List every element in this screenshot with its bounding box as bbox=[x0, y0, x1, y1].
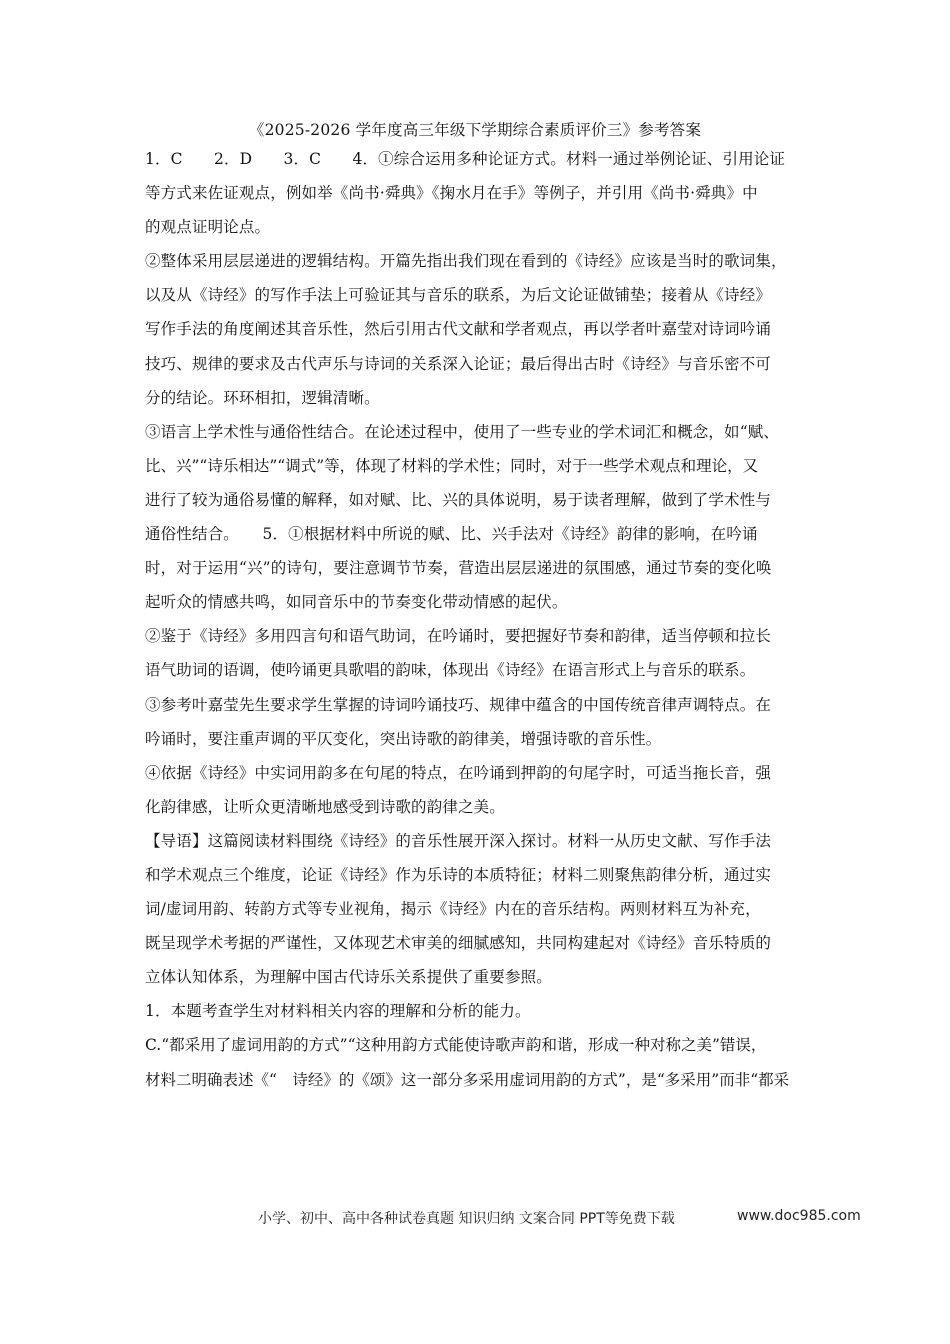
text-line: 1．本题考查学生对材料相关内容的理解和分析的能力。 bbox=[145, 1002, 531, 1021]
text-line: 进行了较为通俗易懂的解释，如对赋、比、兴的具体说明，易于读者理解，做到了学术性与 bbox=[145, 490, 772, 509]
text-line: 等方式来佐证观点，例如举《尚书·舜典》《掬水月在手》等例子，并引用《尚书·舜典》中 bbox=[145, 184, 758, 203]
text-line: 比、兴”“诗乐相达”“调式”等，体现了材料的学术性；同时，对于一些学术观点和理论，又 bbox=[145, 456, 759, 475]
text-line: 化韵律感，让听众更清晰地感受到诗歌的韵律之美。 bbox=[145, 797, 505, 816]
text-line: 词/虚词用韵、转韵方式等专业视角，揭示《诗经》内在的音乐结构。两则材料互为补充， bbox=[145, 900, 761, 919]
page-title: 《2025-2026 学年度高三年级下学期综合素质评价三》参考答案 bbox=[248, 121, 702, 139]
text-line: 写作手法的角度阐述其音乐性，然后引用古代文献和学者观点，再以学者叶嘉莹对诗词吟诵 bbox=[145, 320, 772, 339]
text-line: ③参考叶嘉莹先生要求学生掌握的诗词吟诵技巧、规律中蕴含的中国传统音律声调特点。在 bbox=[145, 695, 772, 714]
document-body bbox=[145, 148, 885, 1103]
text-line: ③语言上学术性与通俗性结合。在论述过程中，使用了一些专业的学术词汇和概念，如“赋、 bbox=[145, 422, 780, 441]
text-line: 以及从《诗经》的写作手法上可验证其与音乐的联系，为后文论证做铺垫；接着从《诗经》 bbox=[145, 286, 772, 305]
text-line: 吟诵时，要注重声调的平仄变化，突出诗歌的韵律美，增强诗歌的音乐性。 bbox=[145, 729, 662, 748]
text-line: 通俗性结合。 5．①根据材料中所说的赋、比、兴手法对《诗经》韵律的影响，在吟诵 bbox=[145, 525, 758, 544]
text-line: ②整体采用层层递进的逻辑结构。开篇先指出我们现在看到的《诗经》应该是当时的歌词集， bbox=[145, 252, 787, 271]
text-line: 的观点证明论点。 bbox=[145, 218, 271, 237]
text-line: 材料二明确表述《“ 诗经》的《颂》这一部分多采用虚词用韵的方式”，是“多采用”而非“都采 bbox=[145, 1070, 790, 1089]
text-line: ②鉴于《诗经》多用四言句和语气助词，在吟诵时，要把握好节奏和韵律，适当停顿和拉长 bbox=[145, 627, 772, 646]
text-line: ④依据《诗经》中实词用韵多在句尾的特点，在吟诵到押韵的句尾字时，可适当拖长音，强 bbox=[145, 763, 772, 782]
text-line: 技巧、规律的要求及古代声乐与诗词的关系深入论证；最后得出古时《诗经》与音乐密不可 bbox=[145, 354, 772, 373]
text-line: 分的结论。环环相扣，逻辑清晰。 bbox=[145, 388, 380, 407]
text-line: 时，对于运用“兴”的诗句，要注意调节节奏，营造出层层递进的氛围感，通过节奏的变化唤 bbox=[145, 559, 772, 578]
text-line: C.“都采用了虚词用韵的方式”“这种用韵方式能使诗歌声韵和谐，形成一种对称之美”错误， bbox=[145, 1036, 767, 1055]
text-line: 和学术观点三个维度，论证《诗经》作为乐诗的本质特征；材料二则聚焦韵律分析，通过实 bbox=[145, 865, 772, 884]
text-line: 1．C 2．D 3．C 4．①综合运用多种论证方式。材料一通过举例论证、引用论证 bbox=[145, 150, 786, 168]
text-line: 语气助词的语调，使吟诵更具歌唱的韵味，体现出《诗经》在语言形式上与音乐的联系。 bbox=[145, 661, 756, 680]
footer-text: 小学、初中、高中各种试卷真题 知识归纳 文案合同 PPT等免费下载 bbox=[258, 1211, 675, 1227]
text-line: 既呈现学术考据的严谨性，又体现艺术审美的细腻感知，共同构建起对《诗经》音乐特质的 bbox=[145, 934, 772, 953]
text-line: 起听众的情感共鸣，如同音乐中的节奏变化带动情感的起伏。 bbox=[145, 593, 568, 612]
text-line: 【导语】这篇阅读材料围绕《诗经》的音乐性展开深入探讨。材料一从历史文献、写作手法 bbox=[145, 831, 772, 850]
footer-url[interactable]: www.doc985.com bbox=[737, 1208, 861, 1224]
text-line: 立体认知体系，为理解中国古代诗乐关系提供了重要参照。 bbox=[145, 968, 552, 987]
